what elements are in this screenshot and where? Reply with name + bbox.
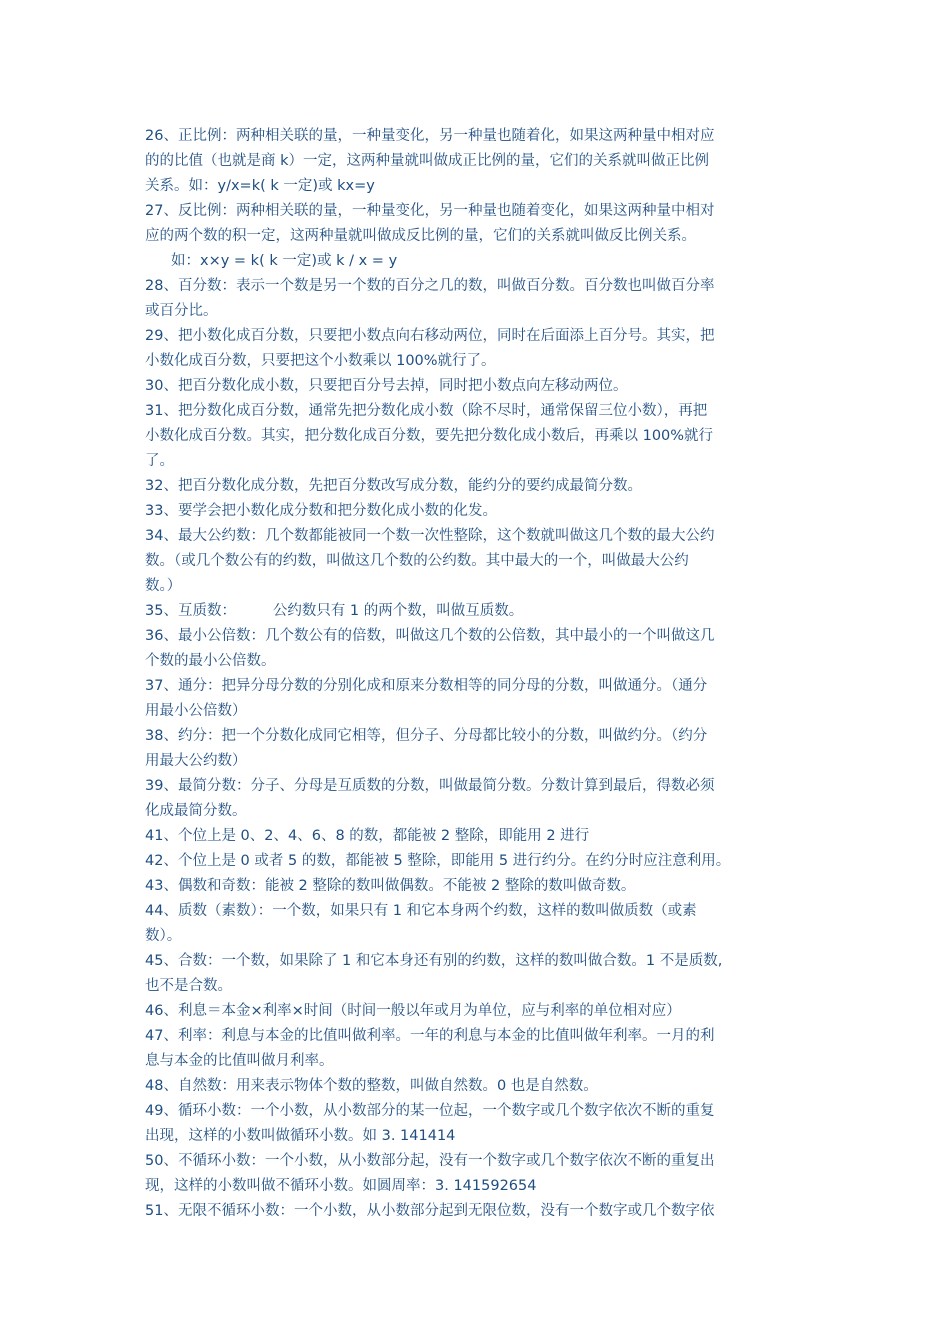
text-line: 41、个位上是 0、2、4、6、8 的数，都能被 2 整除，即能用 2 进行 [145, 828, 590, 844]
text-line: 34、最大公约数：几个数都能被同一个数一次性整除，这个数就叫做这几个数的最大公约 [145, 528, 715, 544]
text-line: 49、循环小数：一个小数，从小数部分的某一位起，一个数字或几个数字依次不断的重复 [145, 1103, 715, 1119]
text-line: 现，这样的小数叫做不循环小数。如圆周率：3. 141592654 [145, 1178, 537, 1194]
text-line: 数。） [145, 578, 182, 594]
text-line: 小数化成百分数，只要把这个小数乘以 100%就行了。 [145, 353, 496, 369]
text-line: 43、偶数和奇数：能被 2 整除的数叫做偶数。不能被 2 整除的数叫做奇数。 [145, 878, 636, 894]
text-line: 个数的最小公倍数。 [145, 653, 276, 669]
text-line: 29、把小数化成百分数，只要把小数点向右移动两位，同时在后面添上百分号。其实，把 [145, 328, 715, 344]
text-line: 息与本金的比值叫做月利率。 [145, 1053, 334, 1069]
text-line: 42、个位上是 0 或者 5 的数，都能被 5 整除，即能用 5 进行约分。在约分时应注意利用。 [145, 853, 731, 869]
text-line: 48、自然数：用来表示物体个数的整数，叫做自然数。0 也是自然数。 [145, 1078, 598, 1094]
text-line: 33、要学会把小数化成分数和把分数化成小数的化发。 [145, 503, 497, 519]
text-line: 也不是合数。 [145, 978, 232, 994]
text-line: 关系。如：y/x=k( k 一定)或 kx=y [145, 178, 375, 194]
text-line: 用最小公倍数） [145, 703, 247, 719]
text-line: 37、通分：把异分母分数的分别化成和原来分数相等的同分母的分数，叫做通分。（通分 [145, 678, 708, 694]
document-page [145, 124, 817, 1224]
text-line: 数。（或几个数公有的约数，叫做这几个数的公约数。其中最大的一个，叫做最大公约 [145, 553, 689, 569]
text-line: 28、百分数：表示一个数是另一个数的百分之几的数，叫做百分数。百分数也叫做百分率 [145, 278, 715, 294]
text-line: 数）。 [145, 928, 182, 944]
text-line: 44、质数（素数）：一个数，如果只有 1 和它本身两个约数，这样的数叫做质数（或素 [145, 903, 697, 919]
text-line: 用最大公约数） [145, 753, 247, 769]
text-line: 30、把百分数化成小数，只要把百分号去掉，同时把小数点向左移动两位。 [145, 378, 628, 394]
text-line: 27、反比例：两种相关联的量，一种量变化，另一种量也随着变化，如果这两种量中相对 [145, 203, 715, 219]
text-line: 36、最小公倍数：几个数公有的倍数，叫做这几个数的公倍数，其中最小的一个叫做这几 [145, 628, 715, 644]
text-line: 47、利率：利息与本金的比值叫做利率。一年的利息与本金的比值叫做年利率。一月的利 [145, 1028, 715, 1044]
text-line: 26、正比例：两种相关联的量，一种量变化，另一种量也随着化，如果这两种量中相对应 [145, 128, 715, 144]
text-line: 39、最简分数：分子、分母是互质数的分数，叫做最简分数。分数计算到最后，得数必须 [145, 778, 715, 794]
text-line: 出现，这样的小数叫做循环小数。如 3. 141414 [145, 1128, 456, 1144]
text-line: 45、合数：一个数，如果除了 1 和它本身还有别的约数，这样的数叫做合数。1 不是质数, [145, 953, 723, 969]
text-line: 应的两个数的积一定，这两种量就叫做成反比例的量，它们的关系就叫做反比例关系。 [145, 228, 696, 244]
text-line: 46、利息＝本金×利率×时间（时间一般以年或月为单位，应与利率的单位相对应） [145, 1003, 681, 1019]
text-line: 35、互质数： 公约数只有 1 的两个数，叫做互质数。 [145, 603, 524, 619]
text-line: 化成最简分数。 [145, 803, 247, 819]
text-line: 或百分比。 [145, 303, 218, 319]
text-line: 51、无限不循环小数：一个小数，从小数部分起到无限位数，没有一个数字或几个数字依 [145, 1203, 715, 1219]
text-line: 的的比值（也就是商 k）一定，这两种量就叫做成正比例的量，它们的关系就叫做正比例 [145, 153, 710, 169]
text-line: 50、不循环小数：一个小数，从小数部分起，没有一个数字或几个数字依次不断的重复出 [145, 1153, 715, 1169]
text-line: 了。 [145, 453, 174, 469]
text-line: 31、把分数化成百分数，通常先把分数化成小数（除不尽时，通常保留三位小数），再把 [145, 403, 708, 419]
text-line: 小数化成百分数。其实，把分数化成百分数，要先把分数化成小数后，再乘以 100%就行 [145, 428, 714, 444]
text-line: 38、约分：把一个分数化成同它相等，但分子、分母都比较小的分数，叫做约分。（约分 [145, 728, 708, 744]
text-line: 32、把百分数化成分数，先把百分数改写成分数，能约分的要约成最简分数。 [145, 478, 642, 494]
text-line-indented: 如：x×y = k( k 一定)或 k / x = y [171, 253, 398, 269]
